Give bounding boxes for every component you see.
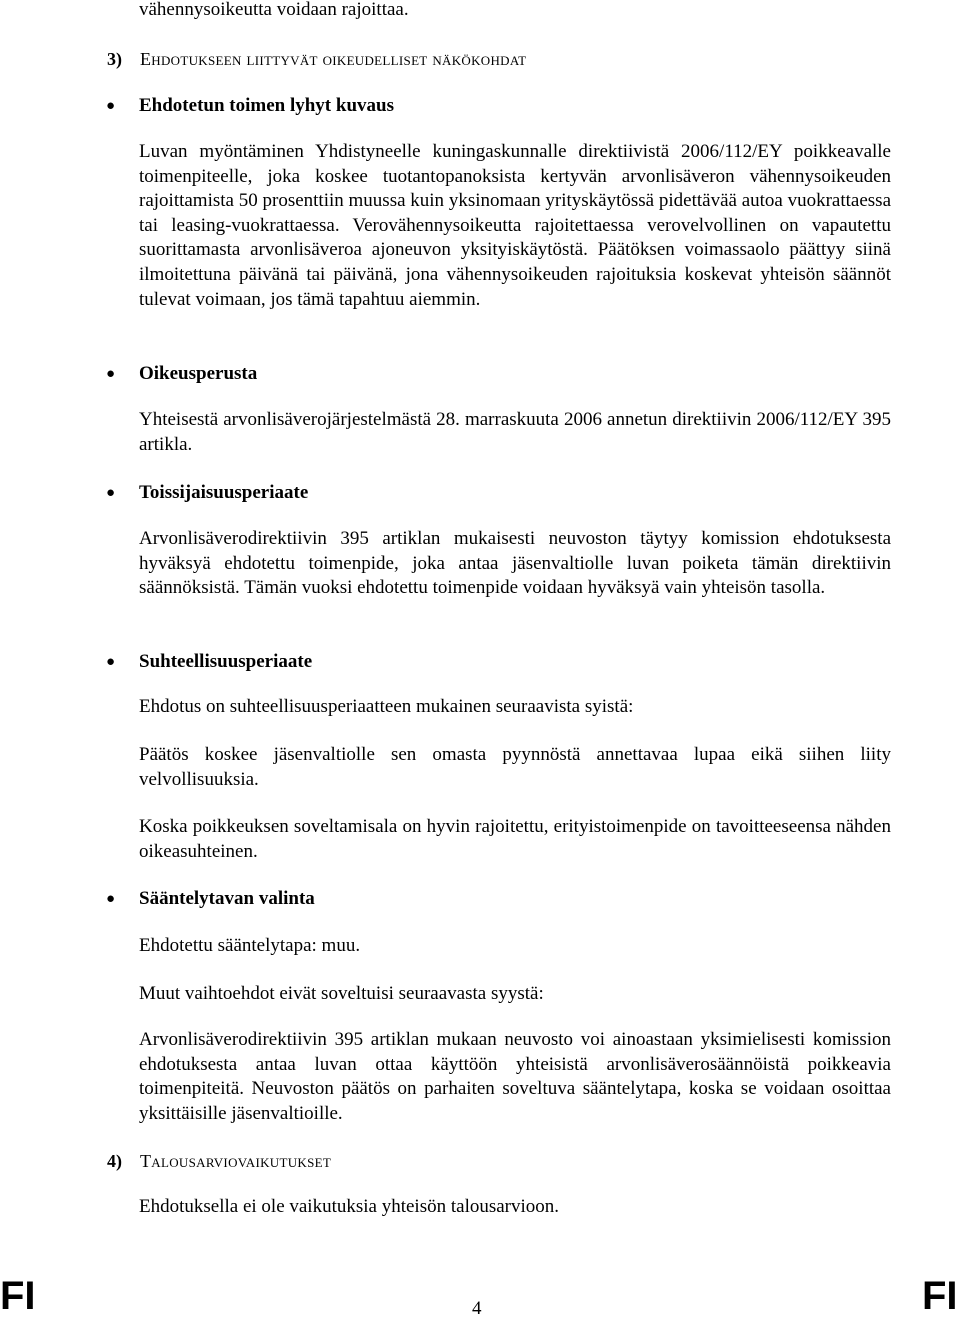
paragraph-saantelytapa-1: Ehdotettu sääntelytapa: muu. xyxy=(139,935,361,956)
section-4-number: 4) xyxy=(107,1151,122,1171)
paragraph-oikeusperusta: Yhteisestä arvonlisäverojärjestelmästä 28. marraskuuta 2006 annetun direktiivin 2006/112/EY 395 artikla. xyxy=(139,409,891,455)
subheading-oikeusperusta xyxy=(106,362,258,386)
section-4-heading xyxy=(107,1149,331,1173)
paragraph-suhteellisuus-2: Päätös koskee jäsenvaltiolle sen omasta pyynnöstä annettavaa lupaa eikä siihen liity velvollisuuksia. xyxy=(139,744,891,790)
section-3-heading xyxy=(107,47,526,71)
subheading-saantelytapa-text: Sääntelytavan valinta xyxy=(139,888,315,909)
continued-text: vähennysoikeutta voidaan rajoittaa. xyxy=(139,0,409,20)
paragraph-kuvaus: Luvan myöntäminen Yhdistyneelle kuningaskunnalle direktiivistä 2006/112/EY poikkeavalle toimenpiteelle, joka koskee tuotantopanoksista kertyvän arvonlisäveron vähennysoikeuden rajoittamista 50 prosenttiin muussa kuin yksinomaan yrityskäytössä pidettävää autoa vuokrattaessa tai leasing-vuokrattaessa. Verovähennysoikeutta rajoitettaessa verovelvollinen on vapautettu suorittamasta arvonlisäveroa ajoneuvon yksityiskäytöstä. Päätöksen voimassaolo päättyy siinä ilmoitettuna päivänä tai päivänä, jona vähennysoikeuden rajoituksia koskevat yhteisön säännöt tulevat voimaan, jos tämä tapahtuu aiemmin. xyxy=(139,141,891,310)
bullet-icon: ● xyxy=(106,366,116,382)
section-3-number: 3) xyxy=(107,49,122,69)
bullet-icon: ● xyxy=(106,485,116,501)
paragraph-saantelytapa-2: Muut vaihtoehdot eivät soveltuisi seuraavasta syystä: xyxy=(139,983,544,1004)
section-3-title: Ehdotukseen liittyvät oikeudelliset näkökohdat xyxy=(140,49,527,69)
page-number: 4 xyxy=(472,1298,482,1319)
subheading-kuvaus xyxy=(106,94,394,118)
bullet-icon: ● xyxy=(106,891,116,907)
subheading-suhteellisuus-text: Suhteellisuusperiaate xyxy=(139,651,313,672)
footer-language-left: FI xyxy=(0,1274,36,1318)
section-4-title: Talousarviovaikutukset xyxy=(140,1151,332,1171)
subheading-saantelytapa xyxy=(106,887,315,911)
bullet-icon: ● xyxy=(106,654,116,670)
subheading-kuvaus-text: Ehdotetun toimen lyhyt kuvaus xyxy=(139,95,394,116)
paragraph-talousarvio: Ehdotuksella ei ole vaikutuksia yhteisön talousarvioon. xyxy=(139,1196,560,1217)
subheading-toissijaisuus-text: Toissijaisuusperiaate xyxy=(139,482,309,503)
paragraph-suhteellisuus-1: Ehdotus on suhteellisuusperiaatteen mukainen seuraavista syistä: xyxy=(139,696,634,717)
paragraph-suhteellisuus-3: Koska poikkeuksen soveltamisala on hyvin rajoitettu, erityistoimenpide on tavoitteeseensa nähden oikeasuhteinen. xyxy=(139,816,891,862)
bullet-icon: ● xyxy=(106,98,116,114)
paragraph-toissijaisuus: Arvonlisäverodirektiivin 395 artiklan mukaisesti neuvoston täytyy komission ehdotuksesta hyväksyä ehdotettu toimenpide, joka antaa jäsenvaltiolle luvan poiketa tämän direktiivin säännöksistä. Tämän vuoksi ehdotettu toimenpide voidaan hyväksyä vain yhteisön tasolla. xyxy=(139,528,891,599)
subheading-toissijaisuus xyxy=(106,481,309,505)
subheading-oikeusperusta-text: Oikeusperusta xyxy=(139,363,258,384)
paragraph-saantelytapa-3: Arvonlisäverodirektiivin 395 artiklan mukaan neuvosto voi ainoastaan yksimielisesti komission ehdotuksesta antaa luvan ottaa käyttöön yhteisistä arvonlisäverosäännöistä poikkeavia toimenpiteitä. Neuvoston päätös on parhaiten soveltuva sääntelytapa, koska se voidaan osoittaa yksittäisille jäsenvaltioille. xyxy=(139,1029,891,1124)
footer-language-right: FI xyxy=(922,1274,958,1318)
subheading-suhteellisuus xyxy=(106,650,313,674)
